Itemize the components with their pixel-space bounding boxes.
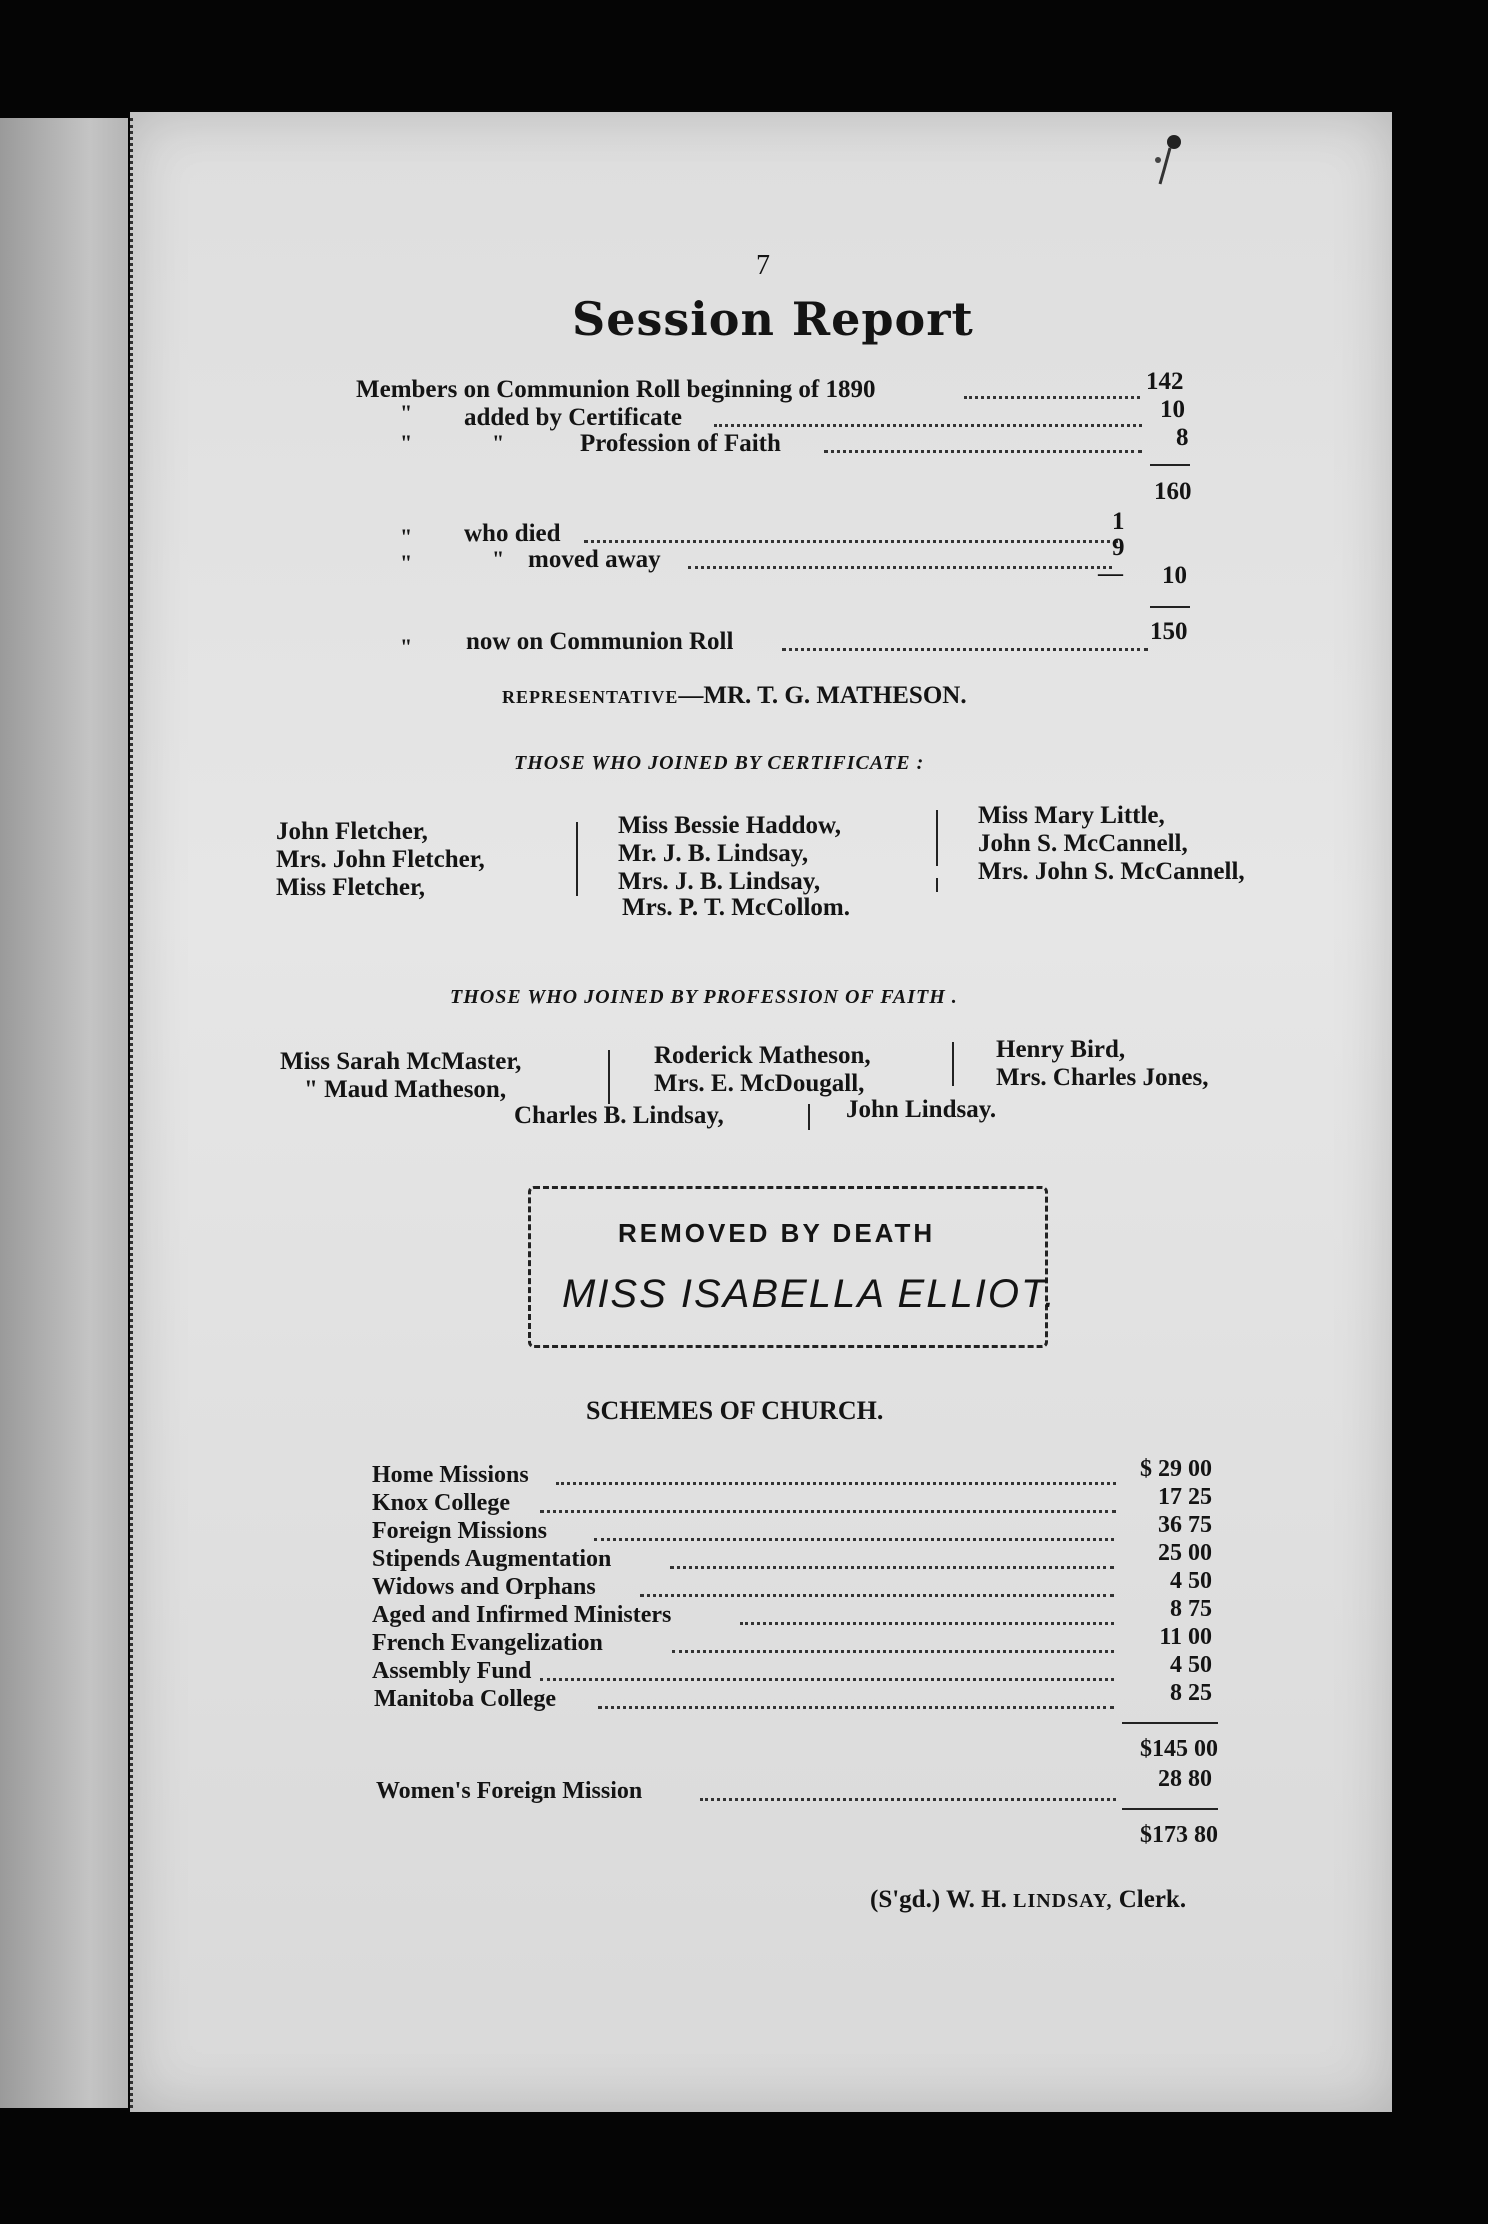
scheme-name: Manitoba College <box>374 1686 556 1712</box>
profession-name: Miss Sarah McMaster, <box>280 1048 522 1075</box>
roll-line-3-value: 8 <box>1176 424 1189 451</box>
scheme-amount: 4 50 <box>1170 1568 1212 1594</box>
roll-moved-value: 9 <box>1112 534 1125 561</box>
scheme-amount: $ 29 00 <box>1140 1456 1212 1482</box>
column-divider <box>936 878 938 892</box>
roll-moved-label: moved away <box>528 546 661 573</box>
leader-dots <box>672 1650 1114 1653</box>
schemes-subtotal: $145 00 <box>1140 1736 1218 1762</box>
scheme-name: Aged and Infirmed Ministers <box>372 1602 672 1628</box>
column-divider <box>936 810 938 866</box>
profession-name: Henry Bird, <box>996 1036 1126 1063</box>
leader-dots <box>640 1594 1114 1597</box>
scheme-amount: 4 50 <box>1170 1652 1212 1678</box>
facing-page-edge <box>0 118 128 2108</box>
schemes-heading: SCHEMES OF CHURCH. <box>586 1396 884 1425</box>
scheme-name: Foreign Missions <box>372 1518 547 1544</box>
scheme-amount: 25 00 <box>1158 1540 1212 1566</box>
column-divider <box>808 1104 810 1130</box>
scheme-amount: 8 25 <box>1170 1680 1212 1706</box>
sum-rule <box>1122 1808 1218 1810</box>
schemes-total: $173 80 <box>1140 1822 1218 1848</box>
certificate-name: Mr. J. B. Lindsay, <box>618 840 809 867</box>
leader-dots <box>540 1678 1114 1681</box>
page-number: 7 <box>756 250 770 281</box>
scheme-name: Home Missions <box>372 1462 529 1488</box>
leader-dots <box>598 1706 1114 1709</box>
profession-name: Roderick Matheson, <box>654 1042 871 1069</box>
scheme-amount: 8 75 <box>1170 1596 1212 1622</box>
scheme-name: Stipends Augmentation <box>372 1546 612 1572</box>
profession-name: John Lindsay. <box>846 1096 997 1123</box>
scheme-name: Assembly Fund <box>372 1658 532 1684</box>
column-divider <box>608 1050 610 1104</box>
profession-name: Mrs. E. McDougall, <box>654 1070 865 1097</box>
signature-line <box>870 1886 1186 1914</box>
ink-speck-mark <box>1150 130 1186 188</box>
representative-label: REPRESENTATIVE <box>502 687 679 707</box>
representative-line <box>502 682 967 710</box>
death-notice-name: MISS ISABELLA ELLIOT. <box>562 1272 1057 1316</box>
leader-dots <box>540 1510 1116 1513</box>
roll-line-3-label: Profession of Faith <box>580 430 781 457</box>
signature-prefix: (S'gd.) W. H. <box>870 1886 1007 1913</box>
column-divider <box>576 822 578 896</box>
roll-subtotal: 160 <box>1154 478 1192 505</box>
leader-dots <box>964 396 1140 399</box>
sum-rule <box>1122 1722 1218 1724</box>
roll-line-1-label: Members on Communion Roll beginning of 1890 <box>356 376 876 403</box>
ditto-mark: " <box>400 550 413 575</box>
profession-name: Mrs. Charles Jones, <box>996 1064 1209 1091</box>
death-notice-label: REMOVED BY DEATH <box>618 1218 936 1248</box>
sum-rule <box>1150 606 1190 608</box>
certificate-name: John Fletcher, <box>276 818 428 845</box>
page-title: Session Report <box>572 292 974 346</box>
leader-dots <box>714 424 1142 427</box>
scheme-name: Widows and Orphans <box>372 1574 596 1600</box>
leader-dots <box>700 1798 1116 1801</box>
ditto-mark: " <box>400 430 413 455</box>
scheme-amount: 17 25 <box>1158 1484 1212 1510</box>
womens-mission-label: Women's Foreign Mission <box>376 1778 643 1804</box>
roll-died-value: 1 <box>1112 508 1125 535</box>
certificate-name: Mrs. John S. McCannell, <box>978 858 1245 885</box>
certificate-name: John S. McCannell, <box>978 830 1188 857</box>
leader-dots <box>670 1566 1114 1569</box>
page-binding-edge <box>130 118 136 2108</box>
certificate-name: Miss Mary Little, <box>978 802 1165 829</box>
womens-mission-amount: 28 80 <box>1158 1766 1212 1792</box>
leader-dots <box>740 1622 1114 1625</box>
profession-name: Charles B. Lindsay, <box>514 1102 724 1129</box>
certificate-name: Mrs. John Fletcher, <box>276 846 485 873</box>
roll-now-value: 150 <box>1150 618 1188 645</box>
certificate-name: Mrs. J. B. Lindsay, <box>618 868 821 895</box>
scheme-name: Knox College <box>372 1490 510 1516</box>
ditto-mark: " <box>400 400 413 425</box>
roll-died-label: who died <box>464 520 561 547</box>
scheme-amount: 36 75 <box>1158 1512 1212 1538</box>
leader-dots <box>688 566 1112 569</box>
certificate-name: Mrs. P. T. McCollom. <box>622 894 850 921</box>
ditto-mark: " <box>400 524 413 549</box>
signature-suffix: Clerk. <box>1118 1886 1187 1913</box>
ditto-mark: " <box>492 430 505 455</box>
leader-dots <box>782 648 1148 651</box>
profession-heading: THOSE WHO JOINED BY PROFESSION OF FAITH . <box>450 986 958 1008</box>
certificate-name: Miss Fletcher, <box>276 874 426 901</box>
leader-dots <box>556 1482 1116 1485</box>
certificate-heading: THOSE WHO JOINED BY CERTIFICATE : <box>514 752 925 774</box>
scheme-amount: 11 00 <box>1159 1624 1212 1650</box>
roll-line-2-value: 10 <box>1160 396 1185 423</box>
representative-name: —MR. T. G. MATHESON. <box>678 682 967 709</box>
document-page <box>130 112 1392 2112</box>
ditto-mark: " <box>400 634 413 659</box>
roll-line-2-label: added by Certificate <box>464 404 683 431</box>
leader-dots <box>824 450 1142 453</box>
profession-name: " Maud Matheson, <box>304 1076 507 1103</box>
leader-dots <box>594 1538 1114 1541</box>
signature-name: LINDSAY, <box>1013 1890 1113 1912</box>
column-divider <box>952 1042 954 1086</box>
roll-removed-total: 10 <box>1162 562 1187 589</box>
roll-line-1-value: 142 <box>1146 368 1184 395</box>
scheme-name: French Evangelization <box>372 1630 603 1656</box>
sum-rule <box>1150 464 1190 466</box>
death-notice-box <box>528 1186 1048 1348</box>
leader-dots <box>584 540 1118 543</box>
ditto-mark: " <box>492 546 505 571</box>
dash-mark: — <box>1098 560 1123 587</box>
certificate-name: Miss Bessie Haddow, <box>618 812 841 839</box>
roll-now-label: now on Communion Roll <box>466 628 734 655</box>
